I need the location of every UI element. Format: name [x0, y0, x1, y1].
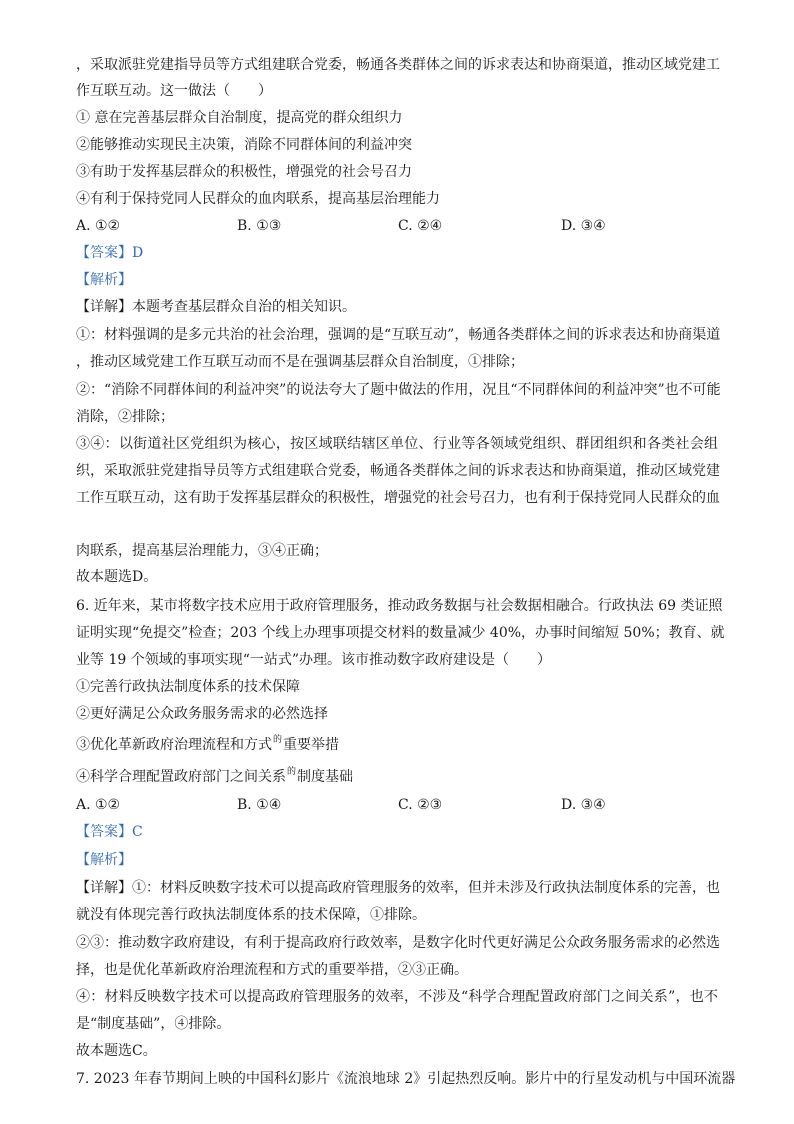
q6-detail-1-line-2: 就没有体现完善行政执法制度体系的技术保障，①排除。 [76, 907, 426, 923]
q5-answer: 【答案】D [76, 245, 144, 261]
q6-statement-4-tail: 制度基础 [297, 769, 354, 785]
q5-explain-3-line-3: 工作互联互动，这有助于发挥基层群众的积极性，增强党的社会号召力，也有利于保持党同人民群众的血 [76, 490, 720, 506]
q6-option-d: D. ③④ [561, 797, 606, 813]
q5-explain-2-line-1: ②：“消除不同群体间的利益冲突”的说法夸大了题中做法的作用，况且“不同群体间的利益冲突”也不可能 [76, 382, 721, 398]
q5-explain-1-line-1: ①：材料强调的是多元共治的社会治理，强调的是“互联互动”，畅通各类群体之间的诉求表达和协商渠道 [76, 327, 721, 343]
q5-statement-1: ① 意在完善基层群众自治制度，提高党的群众组织力 [76, 110, 403, 126]
q6-option-b: B. ①④ [237, 797, 282, 813]
q6-detail-2-line-1: ②③：推动数字政府建设，有利于提高政府行政效率，是数字化时代更好满足公众政务服务需求的必然选 [76, 935, 720, 951]
q5-detail: 【详解】本题考查基层群众自治的相关知识。 [76, 299, 356, 315]
q6-conclusion: 故本题选C。 [76, 1043, 157, 1059]
q6-stem-line-3: 业等 19 个领域的事项实现“一站式”办理。该市推动数字政府建设是（ ） [76, 652, 552, 668]
q5-explain-1-line-2: ，推动区域党建工作互联互动而不是在强调基层群众自治制度，①排除； [76, 354, 524, 370]
q6-statement-1: ①完善行政执法制度体系的技术保障 [76, 679, 300, 695]
q5-explain-3-line-4: 肉联系，提高基层治理能力，③④正确； [76, 543, 328, 559]
q5-statement-3: ③有助于发挥基层群众的积极性，增强党的社会号召力 [76, 164, 412, 180]
q6-statement-3 [76, 735, 339, 757]
q6-option-c: C. ②③ [398, 797, 443, 813]
q5-explain-3-line-1: ③④：以街道社区党组织为核心，按区域联结辖区单位、行业等各领域党组织、群团组织和各类社会组 [76, 436, 718, 452]
q6-stem-line-2: 证明实现“免提交”检查；203 个线上办理事项提交材料的数量减少 40%，办事时间缩短 50%；教育、就 [76, 625, 725, 641]
q6-statement-4-text: ④科学合理配置政府部门之间关系 [76, 769, 286, 785]
q7-stem-line-1: 7. 2023 年春节期间上映的中国科幻影片《流浪地球 2》引起热烈反响。影片中的行星发动机与中国环流器 [76, 1071, 736, 1087]
q6-analysis-label: 【解析】 [76, 852, 132, 868]
q6-answer: 【答案】C [76, 824, 143, 840]
q6-statement-4-particle: 的 [287, 767, 297, 777]
q5-explain-3-line-2: 织，采取派驻党建指导员等方式组建联合党委，畅通各类群体之间的诉求表达和协商渠道，推动区域党建 [76, 463, 720, 479]
q6-detail-1-line-1: 【详解】①：材料反映数字技术可以提高政府管理服务的效率，但并未涉及行政执法制度体系的完善，也 [76, 880, 720, 896]
q6-statement-2: ②更好满足公众政务服务需求的必然选择 [76, 706, 328, 722]
q6-options [76, 795, 718, 815]
q5-option-d: D. ③④ [561, 218, 606, 234]
q5-option-b: B. ①③ [237, 218, 282, 234]
q6-statement-3-particle: 的 [273, 735, 283, 745]
q6-statement-3-text: ③优化革新政府治理流程和方式 [76, 737, 272, 753]
q5-option-a: A. ①② [76, 218, 121, 234]
q5-explain-2-line-2: 消除，②排除； [76, 409, 174, 425]
q5-statement-2: ②能够推动实现民主决策，消除不同群体间的利益冲突 [76, 137, 412, 153]
q6-stem-line-1: 6. 近年来，某市将数字技术应用于政府管理服务，推动政务数据与社会数据相融合。行政执法 69 类证照 [76, 598, 723, 614]
q6-statement-4 [76, 767, 353, 789]
q6-statement-3-tail: 重要举措 [283, 737, 340, 753]
q6-detail-2-line-2: 择，也是优化革新政府治理流程和方式的重要举措，②③正确。 [76, 962, 468, 978]
q5-stem-line-2: 作互联互动。这一做法（ ） [76, 83, 272, 99]
q5-options [76, 216, 718, 236]
q6-detail-3-line-2: 是“制度基础”，④排除。 [76, 1016, 231, 1032]
q5-stem-line-1: ，采取派驻党建指导员等方式组建联合党委，畅通各类群体之间的诉求表达和协商渠道，推动区域党建工 [76, 57, 720, 73]
q5-analysis-label: 【解析】 [76, 272, 132, 288]
q5-statement-4: ④有利于保持党同人民群众的血肉联系，提高基层治理能力 [76, 191, 440, 207]
q6-detail-3-line-1: ④：材料反映数字技术可以提高政府管理服务的效率，不涉及“科学合理配置政府部门之间关系”，也不 [76, 989, 718, 1005]
q5-option-c: C. ②④ [398, 218, 443, 234]
q6-option-a: A. ①② [76, 797, 121, 813]
q5-conclusion: 故本题选D。 [76, 569, 158, 585]
